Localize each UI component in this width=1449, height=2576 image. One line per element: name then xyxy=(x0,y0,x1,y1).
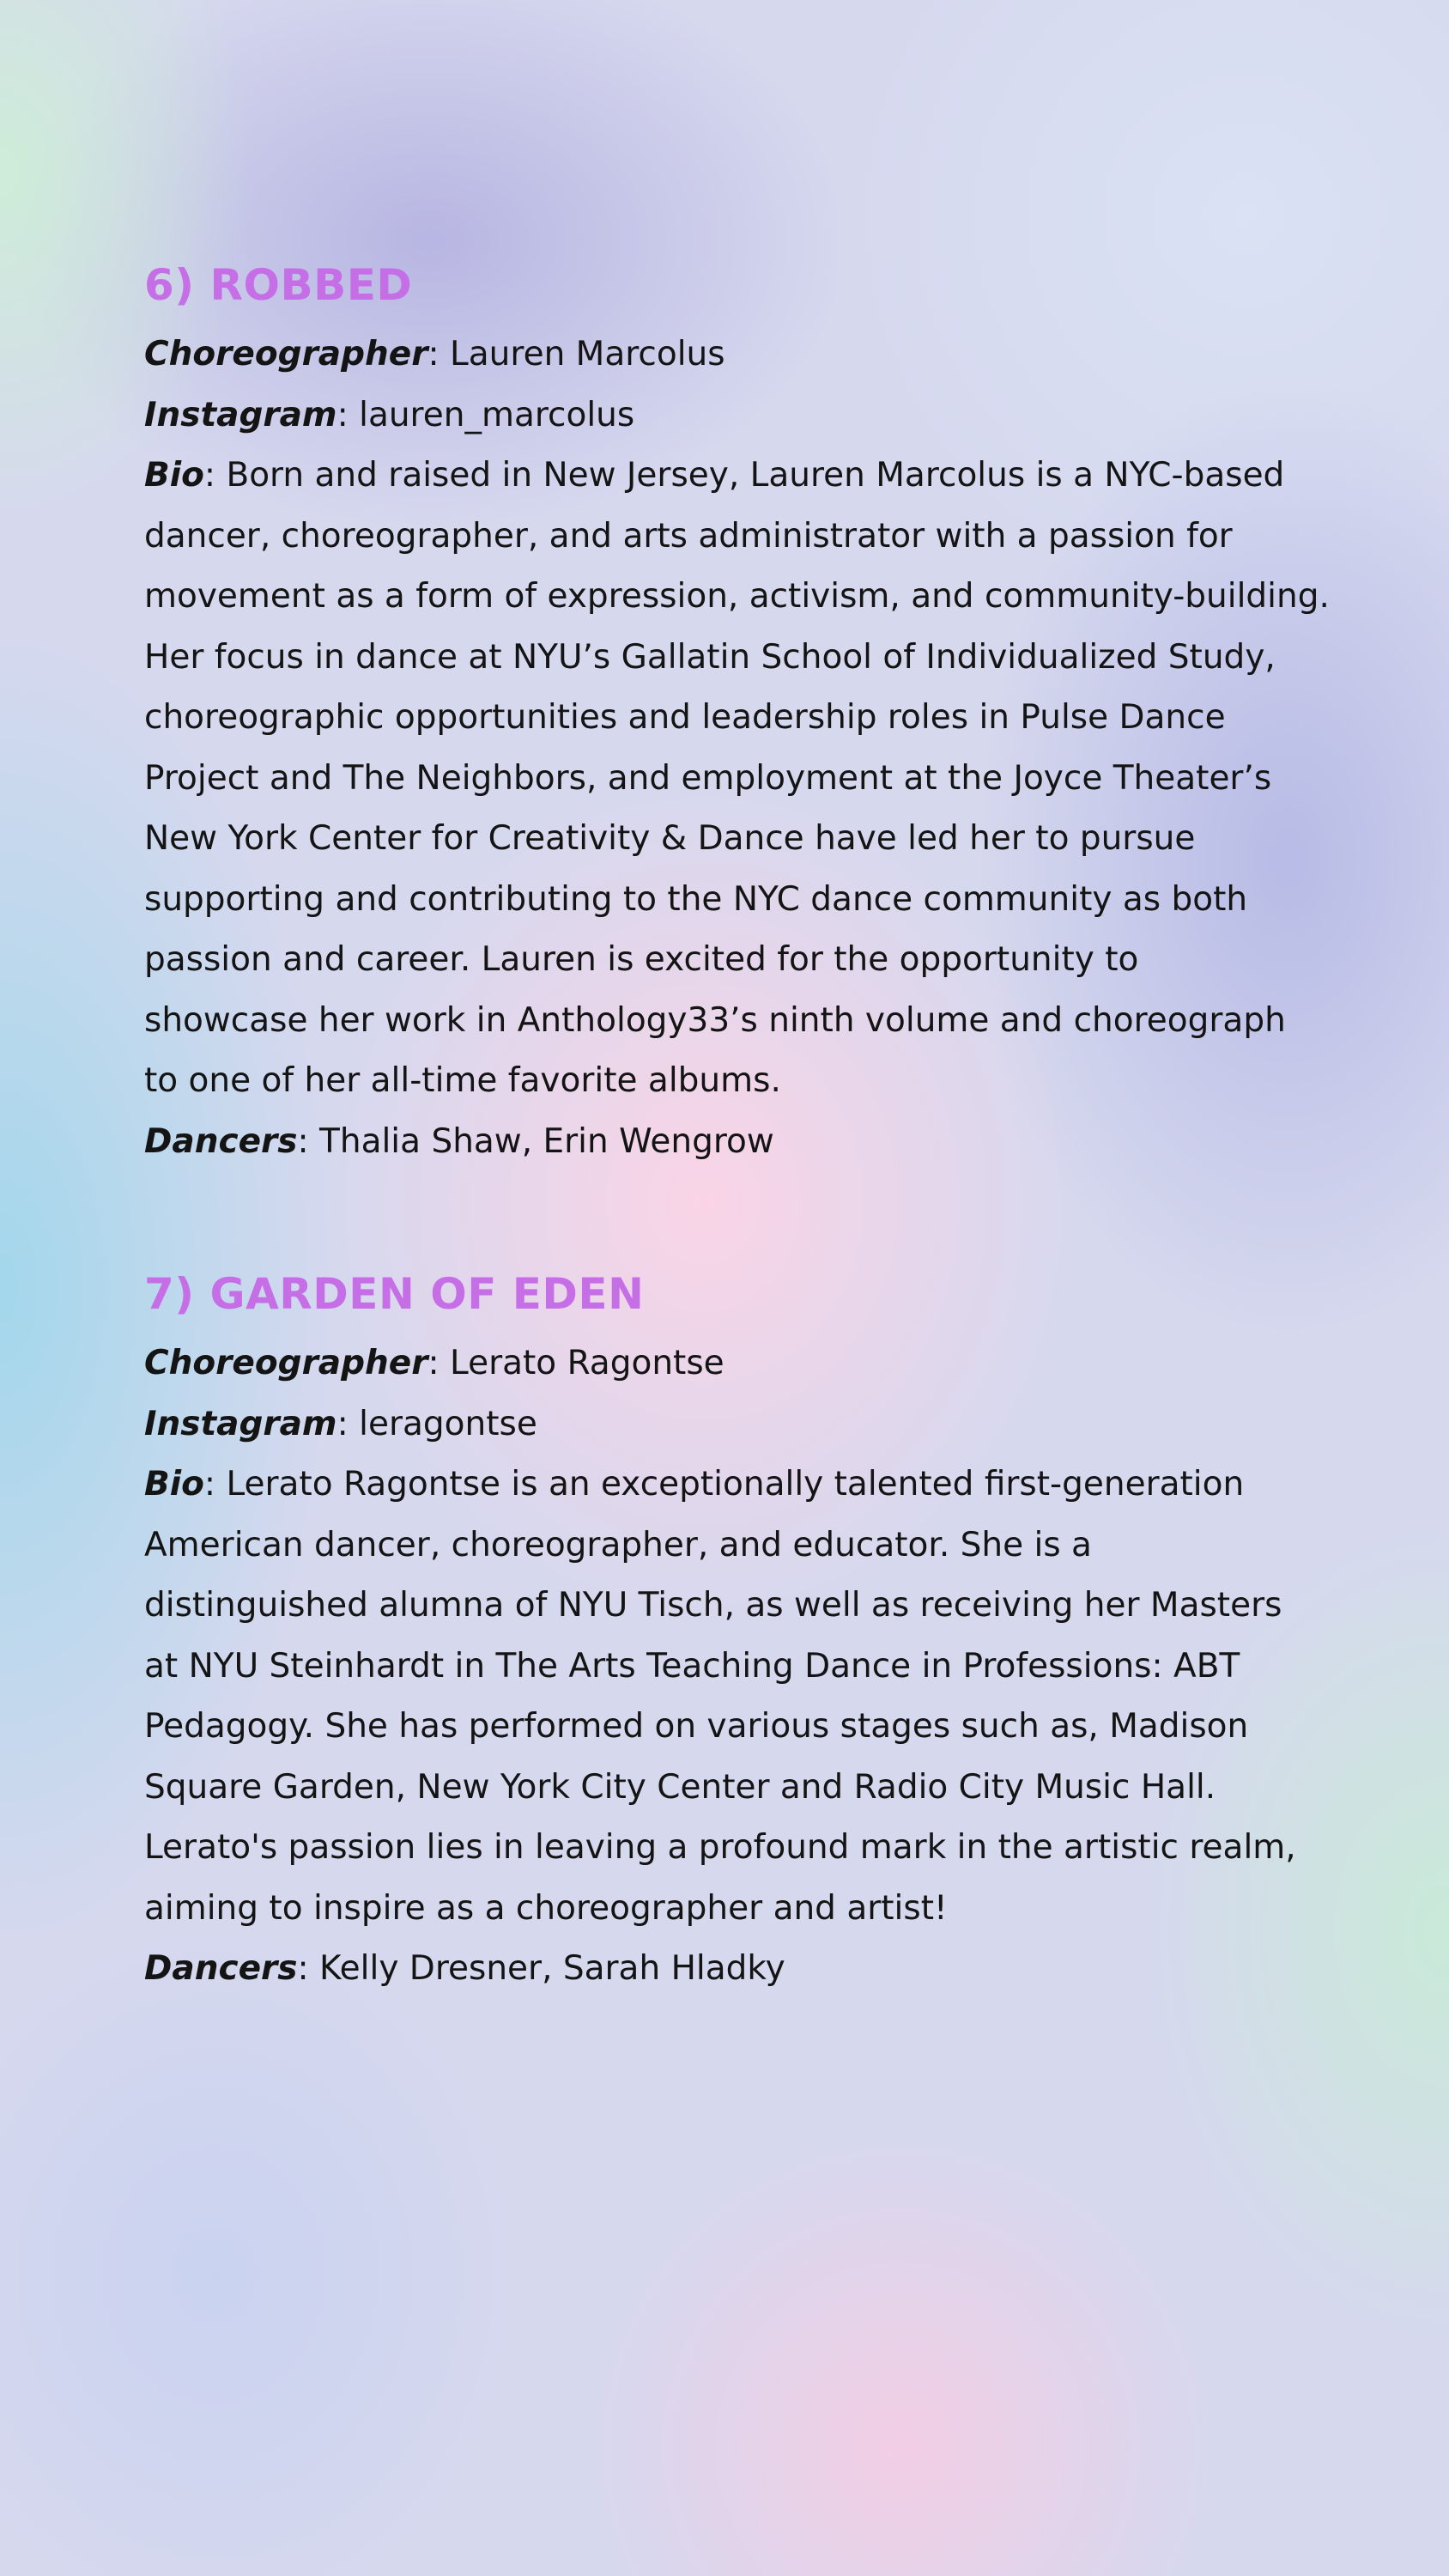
separator: : xyxy=(203,456,227,495)
bio-line: Pedagogy. She has performed on various stages such as, Madison xyxy=(144,1707,1249,1746)
choreographer-line xyxy=(144,325,1346,386)
separator: : xyxy=(336,395,360,434)
bio-line: Square Garden, New York City Center and Radio City Music Hall. xyxy=(144,1767,1216,1807)
bio-line: distinguished alumna of NYU Tisch, as well as receiving her Masters xyxy=(144,1586,1282,1625)
bio-label: Bio xyxy=(144,1465,204,1504)
bio-line: to one of her all-time favorite albums. xyxy=(144,1061,781,1100)
dancers-label: Dancers xyxy=(144,1121,298,1161)
separator: : xyxy=(427,335,451,374)
bio-text: Born and raised in New Jersey, Lauren Marcolus is a NYC-based xyxy=(226,456,1285,495)
bio-line: supporting and contributing to the NYC dance community as both xyxy=(144,879,1248,919)
bio-paragraph xyxy=(144,1455,1346,1939)
bio-line: dancer, choreographer, and arts administrator with a passion for xyxy=(144,516,1233,556)
piece-garden-of-eden xyxy=(144,1267,1346,2000)
choreographer-label: Choreographer xyxy=(144,1344,428,1382)
bio-line: Lerato's passion lies in leaving a profound mark in the artistic realm, xyxy=(144,1828,1296,1867)
bio-line: showcase her work in Anthology33’s ninth volume and choreograph xyxy=(144,1000,1286,1040)
dancers-names: Kelly Dresner, Sarah Hladky xyxy=(319,1949,785,1988)
separator: : xyxy=(203,1465,227,1504)
program-content xyxy=(144,258,1346,2000)
bio-line: Project and The Neighbors, and employment at the Joyce Theater’s xyxy=(144,758,1272,798)
separator: : xyxy=(336,1404,360,1443)
choreographer-label: Choreographer xyxy=(144,335,428,374)
dancers-label: Dancers xyxy=(144,1949,298,1988)
bio-line: Her focus in dance at NYU’s Gallatin School of Individualized Study, xyxy=(144,637,1276,677)
dancers-line xyxy=(144,1939,1346,2000)
piece-title: 6) ROBBED xyxy=(144,260,413,310)
bio-paragraph xyxy=(144,446,1346,1112)
choreographer-line xyxy=(144,1334,1346,1394)
piece-robbed xyxy=(144,258,1346,1172)
dancers-line xyxy=(144,1112,1346,1173)
bio-label: Bio xyxy=(144,456,204,495)
instagram-label: Instagram xyxy=(144,395,337,434)
bio-text: Lerato Ragontse is an exceptionally talented first-generation xyxy=(226,1465,1245,1504)
bio-line: passion and career. Lauren is excited for the opportunity to xyxy=(144,940,1139,979)
separator: : xyxy=(297,1121,320,1161)
bio-line xyxy=(144,446,1346,507)
bio-line: New York Center for Creativity & Dance have led her to pursue xyxy=(144,819,1196,858)
instagram-handle: leragontse xyxy=(359,1404,537,1443)
instagram-label: Instagram xyxy=(144,1404,337,1443)
dancers-names: Thalia Shaw, Erin Wengrow xyxy=(319,1121,774,1161)
choreographer-name: Lerato Ragontse xyxy=(450,1344,724,1382)
bio-line: American dancer, choreographer, and educator. She is a xyxy=(144,1525,1092,1564)
choreographer-name: Lauren Marcolus xyxy=(450,335,725,374)
separator: : xyxy=(427,1344,451,1382)
separator: : xyxy=(297,1949,320,1988)
bio-line: at NYU Steinhardt in The Arts Teaching Dance in Professions: ABT xyxy=(144,1646,1240,1686)
instagram-line xyxy=(144,1394,1346,1455)
instagram-handle: lauren_marcolus xyxy=(359,395,635,434)
bio-line xyxy=(144,1455,1346,1516)
bio-line: choreographic opportunities and leadership roles in Pulse Dance xyxy=(144,698,1226,737)
piece-title: 7) GARDEN OF EDEN xyxy=(144,1269,645,1319)
instagram-line xyxy=(144,386,1346,447)
bio-line: movement as a form of expression, activism, and community-building. xyxy=(144,577,1330,616)
bio-line: aiming to inspire as a choreographer and artist! xyxy=(144,1888,948,1928)
